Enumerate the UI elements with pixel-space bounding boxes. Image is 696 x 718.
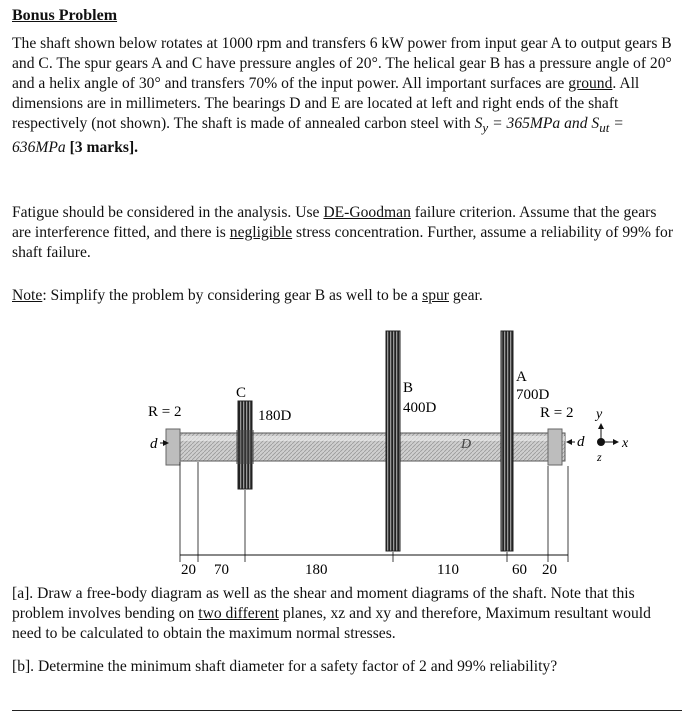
left-diameter-d: d: [150, 436, 158, 452]
dim-60: 60: [512, 562, 527, 578]
gear-b-label: B: [403, 380, 414, 396]
right-radius: R = 2: [540, 405, 574, 421]
gear-b-diameter: 400D: [403, 400, 437, 416]
dim-70: 70: [214, 562, 229, 578]
left-shoulder: [166, 429, 180, 465]
dim-180: 180: [305, 562, 328, 578]
left-radius: R = 2: [148, 404, 182, 420]
ground-underline: ground: [568, 75, 613, 92]
right-shoulder: [548, 429, 562, 465]
dim-20-right: 20: [542, 562, 557, 578]
negligible-underline: negligible: [229, 224, 293, 241]
gear-a-diameter: 700D: [516, 387, 550, 403]
gear-c-diameter: 180D: [258, 408, 292, 424]
criterion-underline: DE-Goodman: [323, 204, 411, 221]
two-different-underline: two different: [198, 605, 279, 622]
question-a: [a]. Draw a free-body diagram as well as the shear and moment diagrams of the shaft. Note that this problem involves bending on two different planes, xz and xy and therefore, Maximum resultant would need to be calculated to obtain the maximum normal stresses.: [12, 585, 651, 642]
gear-c-label: C: [236, 385, 247, 401]
axis-y-label: y: [596, 407, 603, 422]
question-b: [b]. Determine the minimum shaft diameter for a safety factor of 2 and 99% reliability?: [12, 658, 558, 675]
spur-underline: spur: [422, 287, 449, 304]
right-diameter-d: d: [577, 434, 585, 450]
axis-x-label: x: [622, 436, 629, 451]
dim-110: 110: [437, 562, 459, 578]
marks-label: [3 marks].: [65, 139, 139, 157]
gear-a-label: A: [516, 369, 527, 385]
problem-title: Bonus Problem: [12, 7, 118, 24]
note-label: Note: [12, 287, 43, 304]
shaft-diameter-D: D: [461, 437, 472, 452]
bottom-rule: [12, 710, 682, 711]
gear-a: [501, 331, 513, 551]
fatigue-statement: Fatigue should be considered in the analysis. Use DE-Goodman failure criterion. Assume that the gears are interference fitted, and there is negligible stress concentration. Further, assume a reliability of 99% for shaft failure.: [12, 204, 674, 261]
gear-b: [386, 331, 400, 551]
note-statement: Note: Simplify the problem by considering gear B as well to be a spur gear.: [12, 287, 483, 304]
dim-20-left: 20: [181, 562, 196, 578]
axis-z-label: z: [597, 450, 602, 464]
problem-statement: The shaft shown below rotates at 1000 rpm and transfers 6 kW power from input gear A to output gears B and C. The spur gears A and C have pressure angles of 20°. The helical gear B has a pressure angle of 20° and a helix angle of 30° and transfers 70% of the input power. All important surfaces are ground. All dimensions are in millimeters. The bearings D and E are located at left and right ends of the shaft respectively (not shown). The shaft is made of annealed carbon steel with $S_y = 365MPa$ and $S_{ut} = 636MPa$ [3 marks].: [12, 35, 672, 157]
